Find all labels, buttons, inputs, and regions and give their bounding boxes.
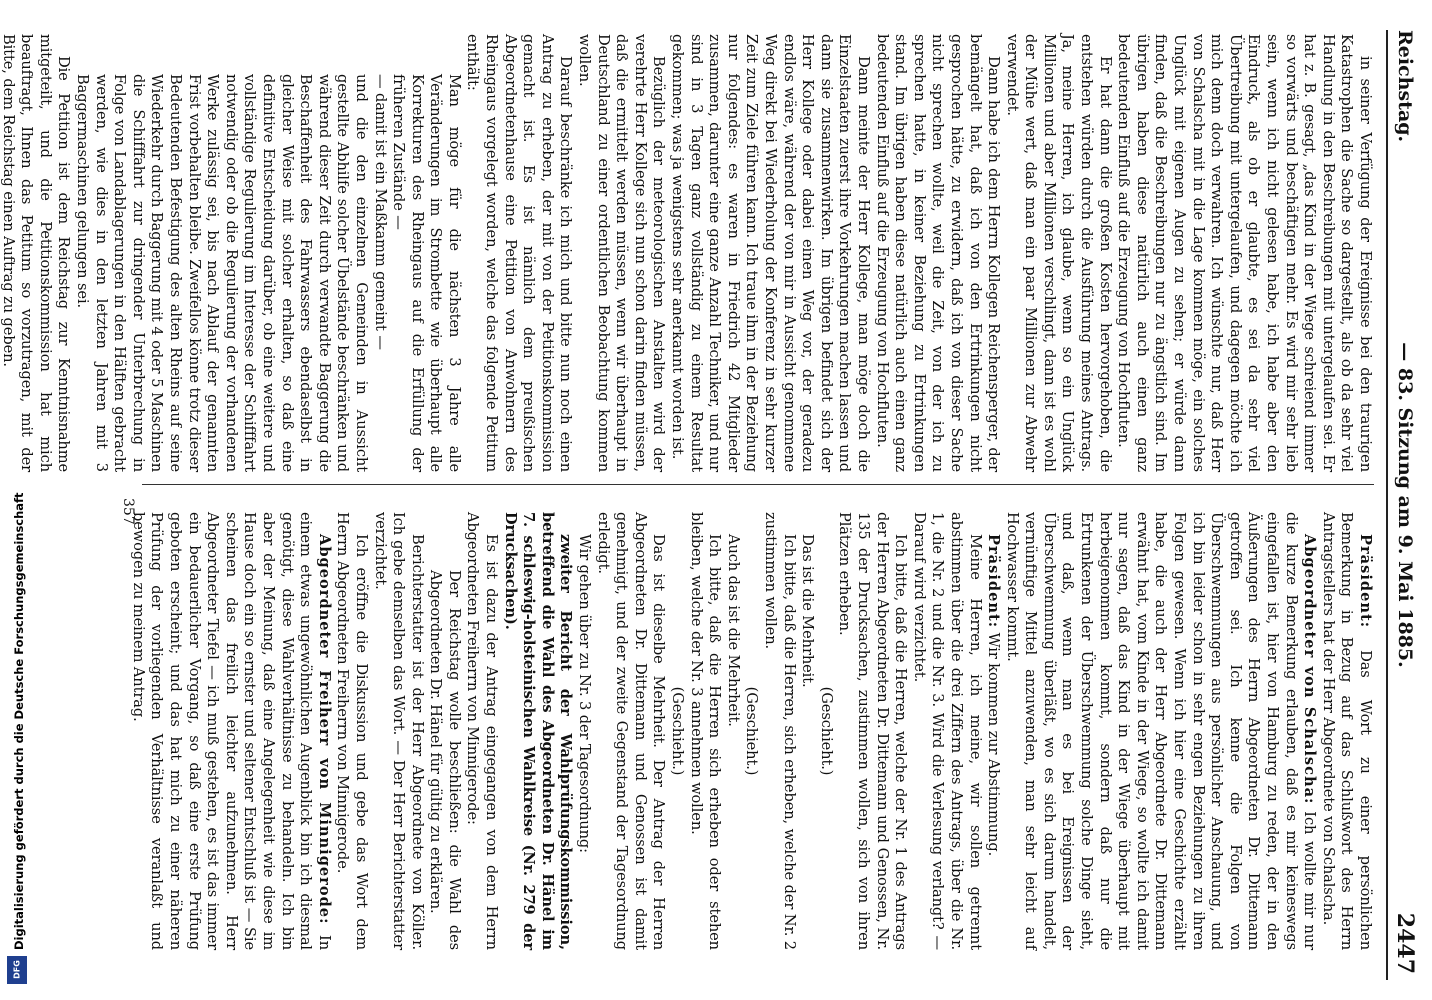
paragraph-text: Der Reichstag wolle beschließen: die Wahl des Abgeordneten Dr. Hänel für gültig zu erklären. <box>427 570 463 950</box>
right-paragraph <box>984 512 1003 950</box>
paragraph-text: Ich eröffne die Diskussion und gebe das Wort dem Herrn Abgeordneten Freiherrn von Minnigerode. <box>334 512 370 950</box>
paragraph-text: Meine Herren, ich meine, wir sollen getrennt abstimmen über die drei Ziffern des Antrags, über die Nr. 1, die Nr. 2 und die Nr. 3. Wird die Verlesung verlangt? — Darauf wird verzichtet. <box>910 512 984 950</box>
dfg-credit-text: Digitalisierung gefördert durch die Deutsche Forschungsgemeinschaft <box>12 492 26 950</box>
dfg-logo: DFG <box>7 956 27 984</box>
speaker-name: Abgeordneter von Schalscha: <box>1301 534 1319 805</box>
header-page-number: 2447 <box>1392 912 1418 974</box>
paragraph-text: In einem etwas ungewöhnlichen Augenblick bin ich diesmal genötigt, diese Wahlverhältnisse zu behandeln. Ich bin aber der Meinung, daß eine Angelegenheit wie diese im Hause doch ein so ernster und seltener Entschluß ist — Sie scheinen das freilich leichter aufzunehmen. Herr Abgeordneter Tiefel — ich muß gestehen, es ist das immer ein bedauerlicher Vorgang, so daß eine erste Prüfung geboten erscheint; und das hat mich zu einer näheren Prüfung der vorliegenden Verhältnisse veranlaßt und bewogen zu meinem Antrag. <box>129 512 333 950</box>
right-column <box>128 512 1374 950</box>
left-paragraph: — damit ist ein Maßkamm gemeint — <box>371 74 389 350</box>
right-paragraph <box>1318 512 1374 950</box>
left-paragraph: Dann meinte der Herr Kollege, man möge doch die Einzelstaaten zuerst ihre Vorkehrungen machen lassen und dann sie zusammenwirken. Im übrigen befindet sich der Herr Kollege oder dabei einen Weg vor, der geradezu endlos wäre, während der von mir in Aussicht genommene Weg direkt bei Wiederholung der Konferenz in sehr kurzer Zeit zum Ziele führen kann. Ich traue ihm in der Beziehung nur folgendes: es waren in Friedrich 42 Mitglieder zusammen, darunter eine ganze Anzahl Techniker, und nur sind in 3 Tagen ganz vollständig zu einem Resultat gekommen; was ja wenigstens sehr anerkannt worden ist. <box>669 34 872 472</box>
left-column <box>0 34 1374 472</box>
right-paragraph <box>798 512 817 950</box>
right-paragraph <box>370 512 426 950</box>
left-paragraph: Er hat dann die großen Kosten hervorgehoben, die entstehen würden durch die Ausführung meines Antrags. Ja, meine Herren, ich glaube, wenn so ein Unglück Millionen und aber Millionen verschlingt, dann ist es wohl der Mühe wert, daß man ein paar Millionen zur Abwehr verwendet. <box>1003 34 1114 472</box>
paragraph-text: Ich bitte, daß die Herren, welche der Nr. 1 des Antrags der Herren Abgeordneten Dr. Dittemann und Genossen, Nr. 135 der Drucksachen, zustimmen wollen, sich von ihren Plätzen erheben. <box>836 512 910 950</box>
right-paragraph <box>816 512 835 950</box>
header-publication: Reichstag. <box>1394 30 1416 143</box>
right-paragraph <box>760 512 797 950</box>
right-paragraph <box>667 512 686 950</box>
left-paragraph: und die den einzelnen Gemeinden in Aussicht gestellte Abhilfe solcher Übelstände beschränken und während dieser Zeit durch verwandte Baggerung die Beschaffenheit des Fahrwassers ebendaselbst in gleicher Weise mit solcher erhalten, so daß eine definitive Entscheidung darüber, ob eine weitere und vollständige Regulierung im Interesse der Schifffahrt notwendig oder ob die Regulierung der vorhandenen Werke zulässig sei, bis nach Ablauf der genannten Frist vorbehalten bleibe. Zweifellos könne trotz dieser Bedeutenden Befestigung des alten Rheins auf seine Wiederkehr durch Baggerung mit 4 oder 5 Maschinen die Schifffahrt zur dringender Unterbrechung in Folge von Landablagerungen in den Hälften gebracht werden, wie dies in den letzten Jahren mit 3 Baggermaschinen gelungen sei. <box>74 74 370 472</box>
right-paragraph <box>1002 512 1318 950</box>
right-paragraph <box>463 512 500 950</box>
left-paragraph: Dann habe ich dem Herrn Kollegen Reichensperger, der bemängelt hat, daß ich von den Ertrinkungen nicht gesprochen hätte, zu erwidern, daß ich von dieser Sache nicht sprechen wollte, weil die Zeit, von der ich zu sprechen hatte, in keiner Beziehung zu Ertrinkungen stand. Im übrigen haben diese natürlich auch einen ganz bedeutenden Einfluß auf die Erzeugung von Hochfluten. <box>873 34 1003 472</box>
right-paragraph <box>686 512 723 950</box>
paragraph-text: (Geschieht.) <box>817 686 835 776</box>
paragraph-text: Wir kommen zur Abstimmung. <box>985 632 1003 857</box>
left-paragraph: Darauf beschränke ich mich und bitte nun noch einen Antrag zu erheben, der mit von der Petitionskommission gemacht ist. Es ist nämlich dem preußischen Abgeordnetenhause eine Petition von Anwohnern des Rheingaus vorgelegt worden, welche das folgende Petitum enthält: <box>464 34 575 472</box>
paragraph-text: Das ist die Mehrheit. <box>799 534 817 688</box>
paragraph-text: (Geschieht.) <box>669 686 687 776</box>
header-session: — 83. Sitzung am 9. Mai 1885. <box>1394 342 1416 668</box>
paragraph-text: Es ist dazu der Antrag eingegangen von dem Herrn Abgeordneten Freiherrn von Minnigerode: <box>464 512 501 950</box>
right-paragraph <box>909 512 983 950</box>
paragraph-text: Berichterstatter ist der Herr Abgeordnete von Köller. Ich gebe demselben das Wort. — Der Herr Berichterstatter verzichtet. <box>371 512 426 950</box>
paragraph-text: Wir gehen über zu Nr. 3 der Tagesordnung: <box>576 534 594 853</box>
right-paragraph <box>128 512 333 950</box>
paragraph-text: Ich bitte, daß die Herren, sich erheben, welche der Nr. 2 zustimmen wollen. <box>762 512 798 950</box>
right-paragraph <box>333 512 370 950</box>
speaker-name: Abgeordneter Freiherr von Minnigerode: <box>315 534 333 925</box>
paragraph-text: Ich wollte mir nur die kurze Bemerkung erlauben, daß es mir keineswegs eingefallen ist, hier von Hamburg zu reden, der in den Äußerungen des Herrn Abgeordneten Dr. Dittemann getroffen sei. Ich kenne die Folgen von Überschwemmungen aus persönlicher Anschauung, und ich bin leider schon in sehr engen Beziehungen zu ihren Folgen gewesen. Wenn ich hier eine Geschichte erzählt habe, die auch der Herr Abgeordnete Dr. Dittemann erwähnt hat, vom Kinde in der Wiege, so wollte ich damit nur sagen, daß das Kind in der Wiege überhaupt mit herbeigenommen kommt, sondern daß nur die Ertrunkenen der Überschwemmung solche Dinge sieht, und daß, wenn man es bei Ereignissen der Überschwemmung überläßt, wo es sich darum handelt, vernünftige Mittel anzuwenden, man sehr leicht auf Hochwasser kommt. <box>1003 512 1319 950</box>
footer-page-number: 357 <box>120 498 136 525</box>
right-paragraph <box>574 512 593 950</box>
paragraph-text: Ich bitte, daß die Herren sich erheben oder stehen bleiben, welche der Nr. 3 annehmen wollen. <box>687 512 724 950</box>
right-paragraph <box>500 512 574 950</box>
column-divider <box>142 484 1374 485</box>
paragraph-text: Das Wort zu einer persönlichen Bemerkung in Bezug auf das Schlußwort des Herrn Antragstellers hat der Herr Abgeordnete von Schalscha. <box>1319 512 1374 950</box>
dfg-sidebar <box>4 492 30 990</box>
paragraph-text: Auch das ist die Mehrheit. <box>724 534 742 727</box>
speaker-name: Präsident: <box>985 534 1003 629</box>
paragraph-text: zweiter Bericht der Wahlprüfungskommission, betreffend die Wahl des Abgeordneten Dr. Hänel im 7. schleswig-holsteinischen Wahlkreise (Nr. 279 der Drucksachen). <box>501 512 575 950</box>
right-paragraph <box>426 512 463 950</box>
right-paragraph <box>593 512 667 950</box>
left-paragraph: Man möge für die nächsten 3 Jahre alle Veränderungen im Strombette wie überhaupt alle Korrekturen des Rheingaus auf die Erfüllung der früheren Zustände — <box>390 74 463 472</box>
page-header <box>1386 30 1422 980</box>
left-paragraph: Die Petition ist dem Reichstag zur Kenntnisnahme mitgeteilt, und die Petitionskommission hat mich beauftragt, Ihnen das Petitum so vorzutragen, mit der Bitte, dem Reichstag einen Auftrag zu geben. <box>0 34 73 472</box>
right-paragraph <box>835 512 909 950</box>
paragraph-text: (Geschieht.) <box>743 686 761 776</box>
left-paragraph: Bezüglich der meteorologischen Anstalten wird der verehrte Herr Kollege sich nun schon darin finden müssen, daß die ermittelt werden müssen, wenn wir überhaupt in Deutschland zu einer ordentlichen Beobachtung kommen wollen. <box>576 34 668 472</box>
paragraph-text: Das ist dieselbe Mehrheit. Der Antrag der Herren Abgeordneten Dr. Dittemann und Genossen ist damit genehmigt, und der zweite Gegenstand der Tagesordnung erledigt. <box>594 512 668 950</box>
speaker-name: Präsident: <box>1357 534 1374 629</box>
right-paragraph <box>742 512 761 950</box>
left-paragraph: in seiner Verfügung der Ereignisse bei den traurigen Katastrophen die Sache so dargestellt, als ob da sehr viel Handlung in den Beschreibungen mit untergelaufen sei. Er hat z. B. gesagt, „das Kind in der Wiege schreiend immer so vorwärts und beschäftigen mehr. Es wird mir sehr lieb sein, wenn ich nicht gelesen habe, ich habe aber den Eindruck, als ob er glaubte, es sei da sehr viel Übertreibung mit untergelaufen, und dagegen möchte ich mich denn doch verwahren. Ich wünschte nur, daß Herr von Schalscha mit in die Lage kommen möge, ein solches Unglück mit eigenen Augen zu sehen; er würde dann finden, daß die Beschreibungen nur zu ängstlich sind. Im übrigen haben diese natürlich auch einen ganz bedeutenden Einfluß auf die Erzeugung von Hochfluten. <box>1115 34 1374 472</box>
right-paragraph <box>723 512 742 950</box>
